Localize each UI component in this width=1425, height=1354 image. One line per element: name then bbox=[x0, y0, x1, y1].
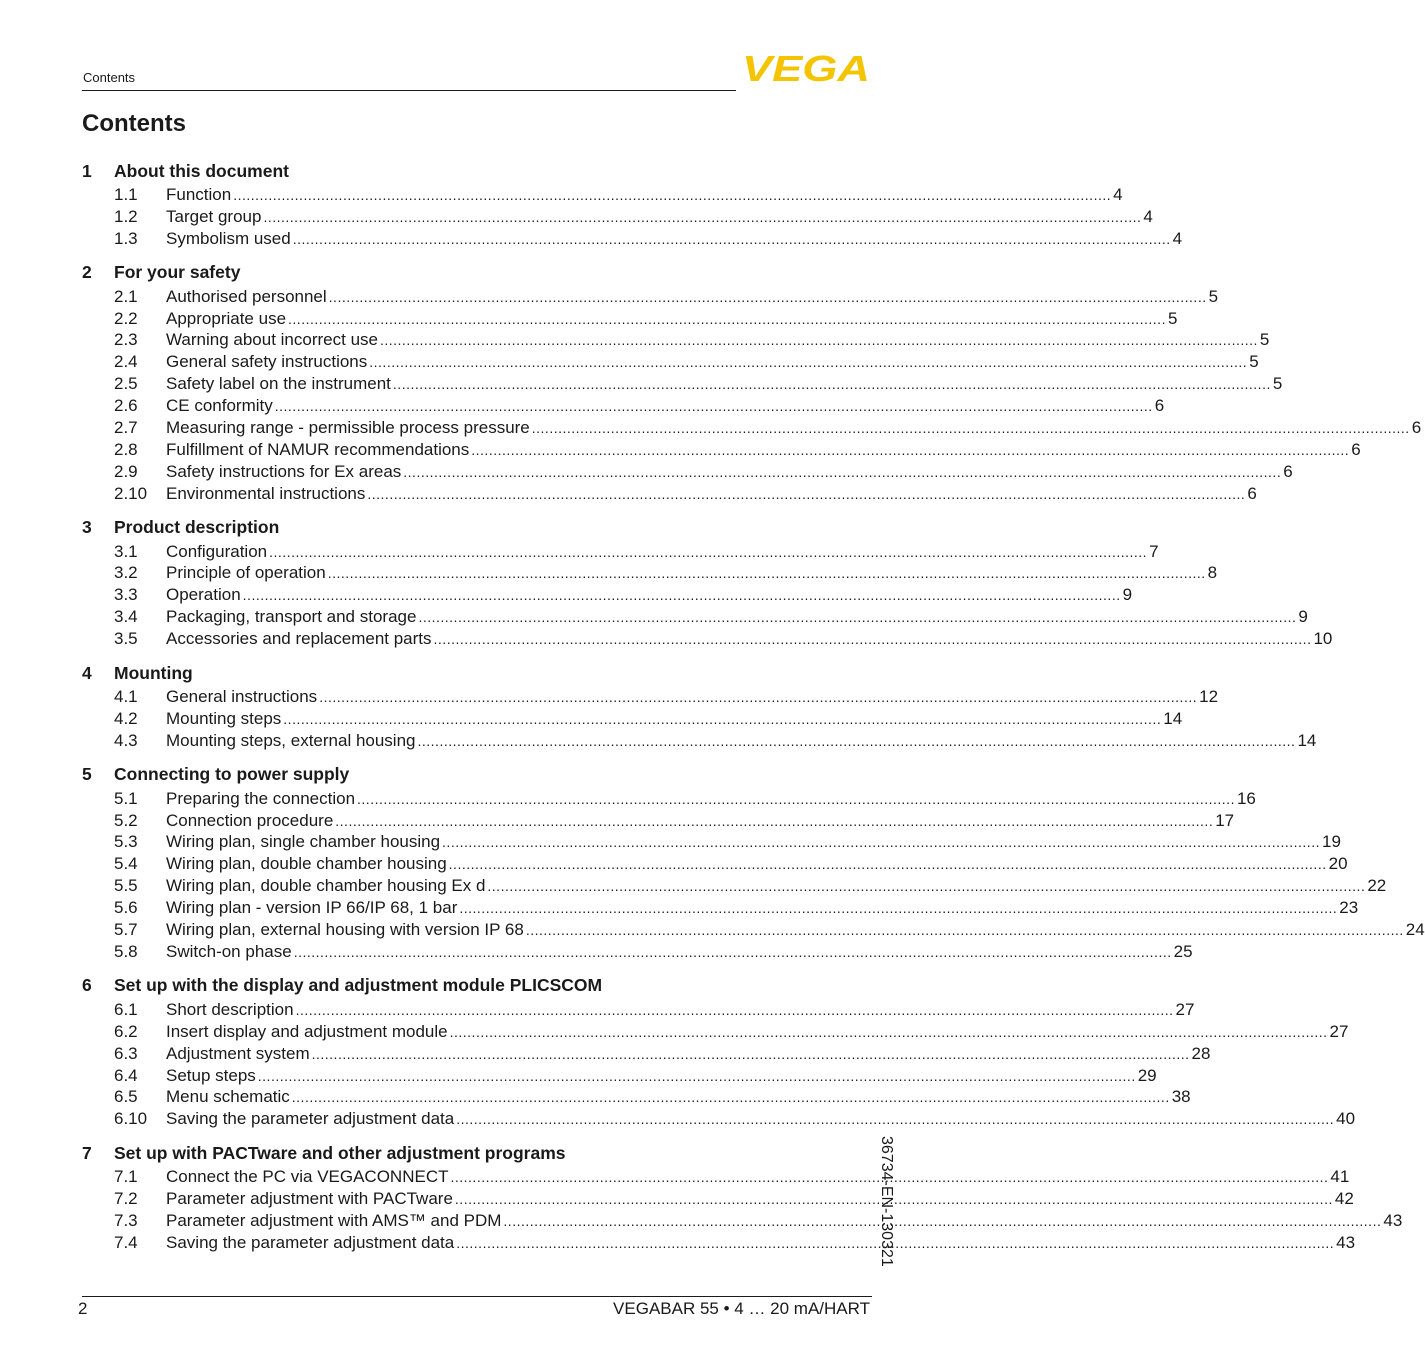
entry-title: Safety instructions for Ex areas bbox=[166, 461, 402, 481]
header-label: Contents bbox=[83, 70, 136, 85]
entry-title: Appropriate use bbox=[166, 308, 287, 328]
entry-title: Preparing the connection bbox=[166, 788, 356, 808]
entry-number: 1.3 bbox=[114, 228, 138, 248]
toc-section bbox=[82, 973, 1356, 1130]
toc-entry[interactable] bbox=[82, 1232, 1356, 1254]
entry-number: 6.4 bbox=[114, 1065, 138, 1085]
entry-title: Wiring plan, single chamber housing bbox=[166, 832, 441, 852]
toc-entry[interactable] bbox=[82, 1021, 1349, 1043]
document-code: 36734-EN-130321 bbox=[878, 1136, 895, 1267]
entry-page-number: 6 bbox=[1351, 439, 1361, 459]
entry-number: 2.10 bbox=[114, 483, 148, 503]
section-title: Mounting bbox=[114, 662, 193, 683]
section-number: 5 bbox=[82, 764, 92, 785]
toc-entry[interactable] bbox=[82, 875, 1387, 897]
toc-entry[interactable] bbox=[82, 584, 1133, 606]
section-heading[interactable] bbox=[82, 660, 874, 686]
entry-number: 6.1 bbox=[114, 999, 138, 1019]
entry-number: 5.2 bbox=[114, 810, 138, 830]
entry-page-number: 38 bbox=[1171, 1087, 1191, 1107]
entry-page-number: 10 bbox=[1313, 629, 1333, 649]
toc-entry[interactable] bbox=[82, 1166, 1350, 1188]
toc-entry[interactable] bbox=[82, 206, 1153, 228]
toc-entry[interactable] bbox=[82, 541, 1159, 563]
dot-leader: ........................................................................................................................................................................................................ bbox=[242, 587, 1121, 604]
toc-entry[interactable] bbox=[82, 308, 1178, 330]
entry-page-number: 27 bbox=[1329, 1021, 1349, 1041]
entry-page-number: 5 bbox=[1249, 352, 1259, 372]
entry-page-number: 29 bbox=[1137, 1065, 1157, 1085]
entry-page-number: 6 bbox=[1411, 418, 1422, 438]
entry-number: 2.4 bbox=[114, 352, 138, 372]
entry-number: 3.2 bbox=[114, 563, 138, 583]
entry-page-number: 20 bbox=[1328, 854, 1348, 874]
entry-number: 6.5 bbox=[114, 1087, 138, 1107]
entry-page-number: 23 bbox=[1339, 898, 1359, 918]
section-title: Set up with PACTware and other adjustment programs bbox=[114, 1142, 566, 1163]
entry-number: 3.3 bbox=[114, 585, 138, 605]
entry-number: 2.2 bbox=[114, 308, 138, 328]
section-heading[interactable] bbox=[82, 762, 874, 788]
toc-entry[interactable] bbox=[82, 897, 1359, 919]
entry-page-number: 12 bbox=[1199, 687, 1219, 707]
dot-leader: ........................................................................................................................................................................................................ bbox=[456, 1234, 1335, 1251]
dot-leader: ........................................................................................................................................................................................................ bbox=[292, 230, 1171, 247]
toc-entry[interactable] bbox=[82, 228, 1183, 250]
vega-logo bbox=[742, 48, 872, 89]
entry-number: 3.1 bbox=[114, 541, 138, 561]
toc-entry[interactable] bbox=[82, 788, 1256, 810]
entry-number: 4.1 bbox=[114, 687, 138, 707]
section-number: 4 bbox=[82, 662, 92, 683]
entry-title: Adjustment system bbox=[166, 1043, 310, 1063]
entry-page-number: 9 bbox=[1298, 607, 1308, 627]
entry-page-number: 5 bbox=[1272, 374, 1283, 394]
section-title: About this document bbox=[114, 160, 289, 181]
entry-title: Setup steps bbox=[166, 1065, 256, 1085]
toc-entry[interactable] bbox=[82, 461, 1293, 483]
toc-section bbox=[82, 762, 1425, 963]
dot-leader: ........................................................................................................................................................................................................ bbox=[392, 376, 1271, 393]
entry-page-number: 8 bbox=[1207, 563, 1218, 583]
toc-section bbox=[82, 158, 1183, 250]
section-heading[interactable] bbox=[82, 515, 874, 541]
entry-title: Warning about incorrect use bbox=[166, 330, 378, 350]
entry-page-number: 4 bbox=[1143, 206, 1153, 226]
dot-leader: ........................................................................................................................................................................................................ bbox=[291, 1089, 1170, 1106]
entry-page-number: 5 bbox=[1167, 308, 1178, 328]
entry-page-number: 4 bbox=[1172, 228, 1183, 248]
entry-number: 7.4 bbox=[114, 1232, 138, 1252]
entry-number: 4.2 bbox=[114, 708, 138, 728]
entry-number: 2.3 bbox=[114, 330, 138, 350]
dot-leader: ........................................................................................................................................................................................................ bbox=[288, 310, 1166, 327]
entry-number: 2.8 bbox=[114, 439, 138, 459]
entry-page-number: 7 bbox=[1149, 541, 1159, 561]
entry-title: Symbolism used bbox=[166, 228, 291, 248]
entry-title: Safety label on the instrument bbox=[166, 374, 391, 394]
toc-entry[interactable] bbox=[82, 919, 1425, 941]
toc-entry[interactable] bbox=[82, 708, 1183, 730]
section-number: 7 bbox=[82, 1142, 92, 1163]
dot-leader: ........................................................................................................................................................................................................ bbox=[454, 1191, 1333, 1208]
entry-page-number: 27 bbox=[1175, 999, 1195, 1019]
dot-leader: ........................................................................................................................................................................................................ bbox=[433, 631, 1312, 648]
entry-number: 5.8 bbox=[114, 941, 138, 961]
entry-title: CE conformity bbox=[166, 396, 273, 416]
entry-number: 6.3 bbox=[114, 1043, 138, 1063]
entry-page-number: 22 bbox=[1367, 876, 1387, 896]
entry-number: 6.2 bbox=[114, 1021, 138, 1041]
entry-number: 5.4 bbox=[114, 854, 138, 874]
dot-leader: ........................................................................................................................................................................................................ bbox=[274, 398, 1153, 415]
entry-number: 7.2 bbox=[114, 1189, 138, 1209]
entry-title: Parameter adjustment with PACTware bbox=[166, 1189, 453, 1209]
entry-title: Connect the PC via VEGACONNECT bbox=[166, 1167, 449, 1187]
dot-leader: ........................................................................................................................................................................................................ bbox=[327, 565, 1206, 582]
entry-number: 3.5 bbox=[114, 629, 138, 649]
entry-number: 5.6 bbox=[114, 898, 138, 918]
entry-title: Authorised personnel bbox=[166, 286, 327, 306]
entry-number: 1.1 bbox=[114, 185, 138, 204]
toc-entry[interactable] bbox=[82, 1086, 1191, 1108]
toc-entry[interactable] bbox=[82, 1043, 1211, 1065]
entry-number: 1.2 bbox=[114, 206, 138, 226]
entry-page-number: 17 bbox=[1215, 810, 1235, 830]
entry-title: Packaging, transport and storage bbox=[166, 607, 417, 627]
dot-leader: ........................................................................................................................................................................................................ bbox=[449, 1023, 1328, 1040]
entry-page-number: 9 bbox=[1122, 585, 1133, 605]
entry-page-number: 43 bbox=[1383, 1210, 1403, 1230]
dot-leader: ........................................................................................................................................................................................................ bbox=[269, 543, 1148, 560]
entry-title: Fulfillment of NAMUR recommendations bbox=[166, 439, 470, 459]
entry-title: Wiring plan - version IP 66/IP 68, 1 bar bbox=[166, 898, 458, 918]
dot-leader: ........................................................................................................................................................................................................ bbox=[319, 689, 1198, 706]
dot-leader: ........................................................................................................................................................................................................ bbox=[471, 441, 1350, 458]
toc-entry[interactable] bbox=[82, 730, 1317, 752]
toc-entry[interactable] bbox=[82, 831, 1341, 853]
dot-leader: ........................................................................................................................................................................................................ bbox=[525, 922, 1404, 939]
entry-number: 5.3 bbox=[114, 832, 138, 852]
toc-section bbox=[82, 660, 1317, 752]
dot-leader: ........................................................................................................................................................................................................ bbox=[503, 1212, 1382, 1229]
entry-title: Connection procedure bbox=[166, 810, 334, 830]
dot-leader: ........................................................................................................................................................................................................ bbox=[450, 1169, 1329, 1186]
toc-entry[interactable] bbox=[82, 606, 1308, 628]
dot-leader: ........................................................................................................................................................................................................ bbox=[442, 834, 1320, 851]
dot-leader: ........................................................................................................................................................................................................ bbox=[293, 943, 1172, 960]
toc-entry[interactable] bbox=[82, 329, 1270, 351]
section-heading[interactable] bbox=[82, 1140, 874, 1166]
entry-page-number: 6 bbox=[1283, 461, 1293, 481]
section-title: Set up with the display and adjustment module PLICSCOM bbox=[114, 975, 603, 996]
toc-entry[interactable] bbox=[82, 184, 1123, 206]
entry-page-number: 40 bbox=[1336, 1109, 1356, 1129]
entry-page-number: 6 bbox=[1154, 396, 1165, 416]
entry-title: Saving the parameter adjustment data bbox=[166, 1109, 455, 1129]
entry-title: Switch-on phase bbox=[166, 941, 292, 961]
section-number: 1 bbox=[82, 160, 92, 181]
entry-page-number: 43 bbox=[1336, 1232, 1356, 1252]
toc-entry[interactable] bbox=[82, 853, 1348, 875]
dot-leader: ........................................................................................................................................................................................................ bbox=[357, 790, 1235, 807]
entry-title: General safety instructions bbox=[166, 352, 368, 372]
dot-leader: ........................................................................................................................................................................................................ bbox=[369, 354, 1248, 371]
entry-page-number: 14 bbox=[1163, 708, 1183, 728]
entry-page-number: 16 bbox=[1236, 788, 1256, 808]
entry-title: Short description bbox=[166, 999, 294, 1019]
dot-leader: ........................................................................................................................................................................................................ bbox=[379, 332, 1258, 349]
entry-title: Mounting steps bbox=[166, 708, 282, 728]
entry-title: Mounting steps, external housing bbox=[166, 730, 416, 750]
dot-leader: ........................................................................................................................................................................................................ bbox=[403, 463, 1282, 480]
entry-number: 5.1 bbox=[114, 788, 138, 808]
toc-section bbox=[82, 515, 1333, 650]
entry-title: Saving the parameter adjustment data bbox=[166, 1232, 455, 1252]
entry-page-number: 25 bbox=[1173, 941, 1193, 961]
entry-page-number: 14 bbox=[1297, 730, 1317, 750]
dot-leader: ........................................................................................................................................................................................................ bbox=[531, 420, 1410, 437]
section-number: 2 bbox=[82, 262, 92, 283]
toc-entry[interactable] bbox=[82, 686, 1219, 708]
entry-number: 2.5 bbox=[114, 374, 138, 394]
entry-title: Accessories and replacement parts bbox=[166, 629, 432, 649]
dot-leader: ........................................................................................................................................................................................................ bbox=[233, 187, 1112, 203]
dot-leader: ........................................................................................................................................................................................................ bbox=[418, 609, 1297, 626]
section-heading[interactable] bbox=[82, 158, 874, 184]
entry-number: 5.5 bbox=[114, 876, 138, 896]
entry-number: 3.4 bbox=[114, 607, 138, 627]
dot-leader: ........................................................................................................................................................................................................ bbox=[257, 1067, 1136, 1084]
entry-title: Insert display and adjustment module bbox=[166, 1021, 448, 1041]
toc-entry[interactable] bbox=[82, 1188, 1354, 1210]
entry-title: Function bbox=[166, 185, 232, 204]
dot-leader: ........................................................................................................................................................................................................ bbox=[456, 1111, 1335, 1128]
entry-title: Principle of operation bbox=[166, 563, 326, 583]
dot-leader: ........................................................................................................................................................................................................ bbox=[367, 485, 1246, 502]
footer-rule bbox=[82, 1296, 872, 1297]
section-title: Product description bbox=[114, 517, 280, 538]
toc-entry[interactable] bbox=[82, 351, 1259, 373]
toc-entry[interactable] bbox=[82, 373, 1283, 395]
entry-title: Wiring plan, double chamber housing bbox=[166, 854, 447, 874]
dot-leader: ........................................................................................................................................................................................................ bbox=[283, 710, 1162, 727]
entry-page-number: 4 bbox=[1113, 185, 1123, 204]
section-number: 6 bbox=[82, 975, 92, 996]
toc-entry[interactable] bbox=[82, 395, 1165, 417]
entry-title: Parameter adjustment with AMS™ and PDM bbox=[166, 1210, 502, 1230]
entry-title: Wiring plan, double chamber housing Ex d bbox=[166, 876, 486, 896]
entry-page-number: 19 bbox=[1321, 832, 1341, 852]
entry-page-number: 5 bbox=[1259, 330, 1270, 350]
toc-entry[interactable] bbox=[82, 941, 1193, 963]
entry-title: Measuring range - permissible process pressure bbox=[166, 418, 530, 438]
entry-page-number: 6 bbox=[1247, 483, 1257, 503]
entry-page-number: 41 bbox=[1330, 1167, 1350, 1187]
dot-leader: ........................................................................................................................................................................................................ bbox=[263, 208, 1142, 225]
entry-title: Target group bbox=[166, 206, 262, 226]
svg-text:VEGA: VEGA bbox=[742, 48, 870, 89]
toc-entry[interactable] bbox=[82, 628, 1333, 650]
dot-leader: ........................................................................................................................................................................................................ bbox=[459, 900, 1338, 917]
dot-leader: ........................................................................................................................................................................................................ bbox=[417, 732, 1296, 749]
entry-title: Configuration bbox=[166, 541, 268, 561]
entry-number: 2.7 bbox=[114, 418, 138, 438]
toc-entry[interactable] bbox=[82, 1210, 1403, 1232]
toc-entry[interactable] bbox=[82, 439, 1361, 461]
header-rule bbox=[82, 90, 736, 91]
entry-title: Wiring plan, external housing with version IP 68 bbox=[166, 920, 524, 940]
dot-leader: ........................................................................................................................................................................................................ bbox=[487, 878, 1366, 895]
toc-entry[interactable] bbox=[82, 483, 1257, 505]
section-heading[interactable] bbox=[82, 260, 874, 286]
toc-entry[interactable] bbox=[82, 562, 1218, 584]
toc-entry[interactable] bbox=[82, 1065, 1157, 1087]
entry-title: Environmental instructions bbox=[166, 483, 366, 503]
entry-title: General instructions bbox=[166, 687, 318, 707]
entry-number: 6.10 bbox=[114, 1109, 148, 1129]
entry-title: Operation bbox=[166, 585, 241, 605]
entry-page-number: 24 bbox=[1405, 920, 1425, 940]
toc-entry[interactable] bbox=[82, 417, 1422, 439]
footer-doc-title: VEGABAR 55 • 4 … 20 mA/HART bbox=[613, 1299, 870, 1318]
entry-number: 2.6 bbox=[114, 396, 138, 416]
toc-section bbox=[82, 260, 1422, 505]
entry-number: 2.1 bbox=[114, 286, 138, 306]
section-title: For your safety bbox=[114, 262, 241, 283]
entry-number: 2.9 bbox=[114, 461, 138, 481]
page-title: Contents bbox=[82, 110, 186, 137]
toc-entry[interactable] bbox=[82, 810, 1235, 832]
entry-number: 7.1 bbox=[114, 1167, 138, 1187]
entry-title: Menu schematic bbox=[166, 1087, 290, 1107]
entry-page-number: 28 bbox=[1191, 1043, 1211, 1063]
entry-page-number: 42 bbox=[1334, 1189, 1354, 1209]
dot-leader: ........................................................................................................................................................................................................ bbox=[311, 1045, 1190, 1062]
dot-leader: ........................................................................................................................................................................................................ bbox=[295, 1001, 1174, 1018]
entry-number: 4.3 bbox=[114, 730, 138, 750]
section-title: Connecting to power supply bbox=[114, 764, 350, 785]
toc-entry[interactable] bbox=[82, 999, 1195, 1021]
toc-entry[interactable] bbox=[82, 1108, 1356, 1130]
entry-number: 5.7 bbox=[114, 920, 138, 940]
dot-leader: ........................................................................................................................................................................................................ bbox=[335, 812, 1214, 829]
section-heading[interactable] bbox=[82, 973, 874, 999]
dot-leader: ........................................................................................................................................................................................................ bbox=[328, 288, 1207, 305]
dot-leader: ........................................................................................................................................................................................................ bbox=[448, 856, 1327, 873]
toc-entry[interactable] bbox=[82, 286, 1219, 308]
section-number: 3 bbox=[82, 517, 92, 538]
entry-page-number: 5 bbox=[1208, 286, 1219, 306]
footer-page-number: 2 bbox=[78, 1299, 88, 1318]
entry-number: 7.3 bbox=[114, 1210, 138, 1230]
